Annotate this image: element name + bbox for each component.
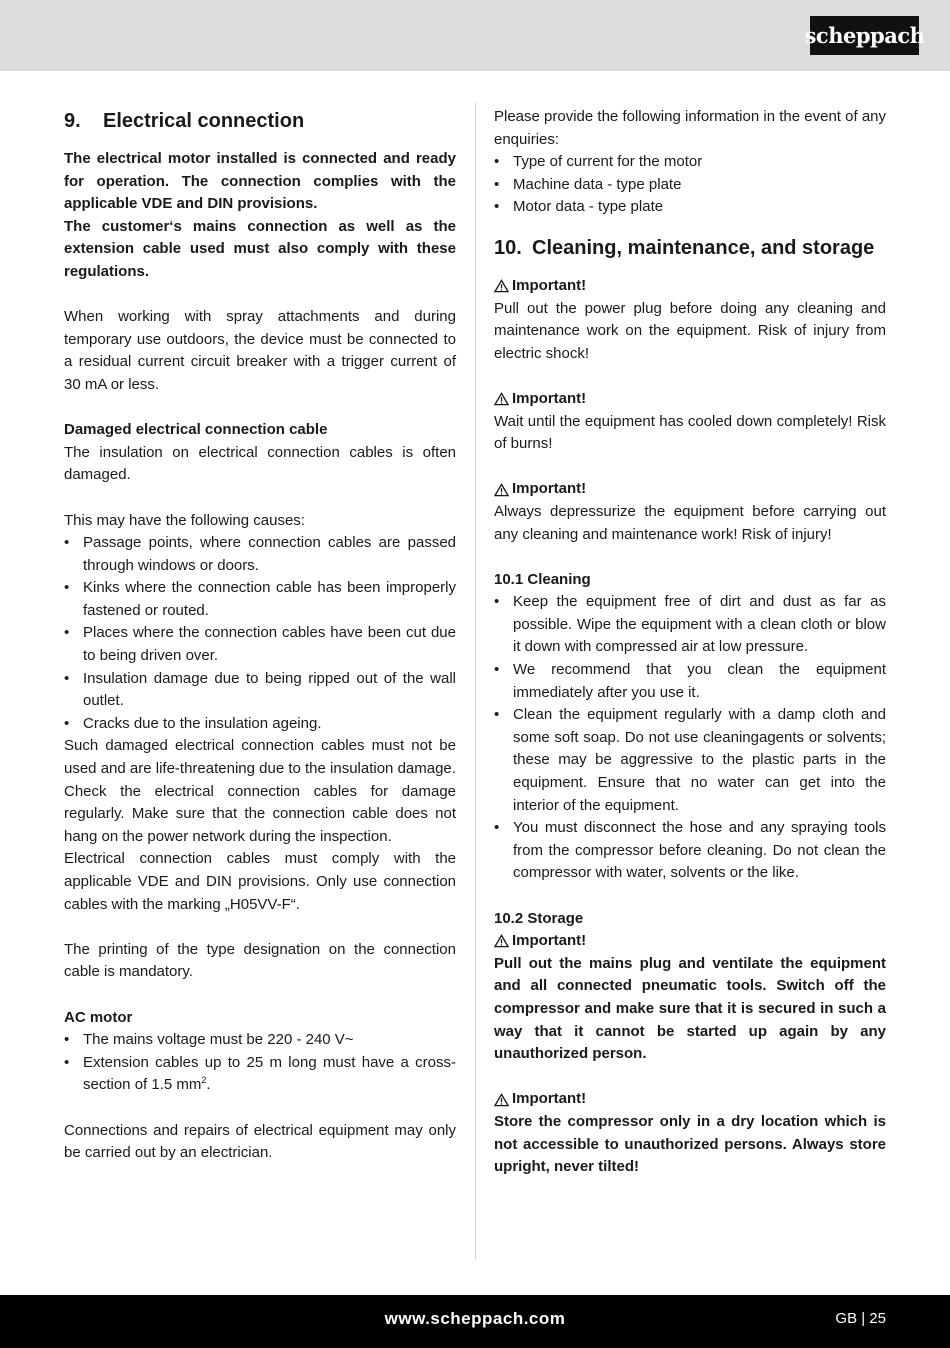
storage-heading: 10.2 Storage xyxy=(494,909,584,927)
list-item: • Clean the equipment regularly with a damp cloth and some soft soap. Do not use cleaningagents or solvents; these may be aggressive to the plastic parts in the equipment. Ensure that no water can get into the interior of the equipment. xyxy=(494,706,886,814)
brand-logo xyxy=(804,16,925,55)
intro-bold-paragraph-2: The customer‘s mains connection as well as the extension cable used must also comply with these regulations. xyxy=(64,217,456,280)
causes-intro: This may have the following causes: xyxy=(64,511,305,529)
warning-icon xyxy=(494,1093,509,1107)
list-item: • We recommend that you clean the equipment immediately after you use it. xyxy=(494,661,886,701)
ac-motor-heading: AC motor xyxy=(64,1008,133,1026)
comply-paragraph: Electrical connection cables must comply with the applicable VDE and DIN provisions. Only use connection cables with the marking „H05VV-F“. xyxy=(64,850,456,913)
list-item: • Passage points, where connection cables are passed through windows or doors. xyxy=(64,534,456,574)
logo-text: scheppach xyxy=(804,23,925,48)
list-item: • You must disconnect the hose and any spraying tools from the compressor before cleaning. Do not clean the compressor with water, solvents or the like. xyxy=(494,819,886,882)
ac-motor-list xyxy=(64,1029,456,1097)
warning-text-3: Always depressurize the equipment before carrying out any cleaning and maintenance work! Risk of injury! xyxy=(494,502,886,543)
section-10-heading xyxy=(494,235,886,261)
warning-icon xyxy=(494,934,509,948)
list-item: • Motor data - type plate xyxy=(494,198,664,216)
section-number: 10. xyxy=(494,236,522,259)
enquiry-intro: Please provide the following information in the event of any enquiries: xyxy=(494,108,886,148)
cleaning-heading: 10.1 Cleaning xyxy=(494,570,591,588)
damaged-cable-heading: Damaged electrical connection cable xyxy=(64,421,328,439)
column-divider xyxy=(475,103,476,1259)
enquiry-list xyxy=(494,151,886,219)
list-item: • The mains voltage must be 220 - 240 V~ xyxy=(64,1031,354,1049)
list-item: • Cracks due to the insulation ageing. xyxy=(64,714,322,732)
important-label: Important! xyxy=(494,1088,886,1111)
warning-text-2: Wait until the equipment has cooled down completely! Risk of burns! xyxy=(494,412,886,453)
list-item: • Machine data - type plate xyxy=(494,175,682,193)
damaged-cable-paragraph: The insulation on electrical connection cables is often damaged. xyxy=(64,443,456,484)
cleaning-list xyxy=(494,591,886,885)
list-item: • Insulation damage due to being ripped out of the wall outlet. xyxy=(64,669,456,710)
storage-warning-1: Pull out the mains plug and ventilate the equipment and all connected pneumatic tools. Switch off the compressor and make sure that it is secured in such a way that it cannot be started up again by any unauthorized person. xyxy=(494,954,886,1063)
warning-icon xyxy=(494,279,509,293)
list-item: • Kinks where the connection cable has been improperly fastened or routed. xyxy=(64,579,456,619)
list-item: • Extension cables up to 25 m long must have a cross-section of 1.5 $mm^2$. xyxy=(64,1053,456,1094)
important-label: Important! xyxy=(494,275,886,298)
warning-text-1: Pull out the power plug before doing any cleaning and maintenance work on the equipment. Risk of injury from electric shock! xyxy=(494,299,886,362)
list-item: • Places where the connection cables have been cut due to being driven over. xyxy=(64,624,456,665)
left-column xyxy=(64,106,456,1165)
list-item: • Keep the equipment free of dirt and dust as far as possible. Wipe the equipment with a clean cloth or blow it down with compressed air at low pressure. xyxy=(494,593,886,656)
spray-paragraph: When working with spray attachments and during temporary use outdoors, the device must be connected to a residual current circuit breaker with a trigger current of 30 mA or less. xyxy=(64,308,456,393)
intro-bold-paragraph: The electrical motor installed is connected and ready for operation. The connection complies with the applicable VDE and DIN provisions. xyxy=(64,150,456,213)
warning-icon xyxy=(494,483,509,497)
footer-bar xyxy=(0,1295,950,1348)
final-paragraph: Connections and repairs of electrical equipment may only be carried out by an electrician. xyxy=(64,1121,456,1162)
section-title: Electrical connection xyxy=(103,110,305,132)
header-bar xyxy=(0,0,950,71)
section-title: Cleaning, maintenance, and storage xyxy=(532,236,875,259)
storage-warning-2: Store the compressor only in a dry location which is not accessible to unauthorized persons. Always store upright, never tilted! xyxy=(494,1112,886,1176)
website-link[interactable]: www.scheppach.com xyxy=(384,1309,566,1328)
printing-paragraph: The printing of the type designation on the connection cable is mandatory. xyxy=(64,940,456,981)
section-9-heading xyxy=(64,108,456,134)
important-label: Important! xyxy=(494,388,886,411)
important-label: Important! xyxy=(494,478,886,501)
check-paragraph: Check the electrical connection cables for damage regularly. Make sure that the connection cable does not hang on the power network during the inspection. xyxy=(64,782,456,845)
damaged-not-used-paragraph: Such damaged electrical connection cables must not be used and are life-threatening due to the insulation damage. xyxy=(64,737,456,778)
warning-icon xyxy=(494,392,509,406)
right-column xyxy=(494,106,886,1179)
section-number: 9. xyxy=(64,110,81,132)
list-item: • Type of current for the motor xyxy=(494,153,703,171)
page-number: GB | 25 xyxy=(835,1310,886,1327)
important-label: Important! xyxy=(494,930,886,953)
causes-list xyxy=(64,532,456,735)
